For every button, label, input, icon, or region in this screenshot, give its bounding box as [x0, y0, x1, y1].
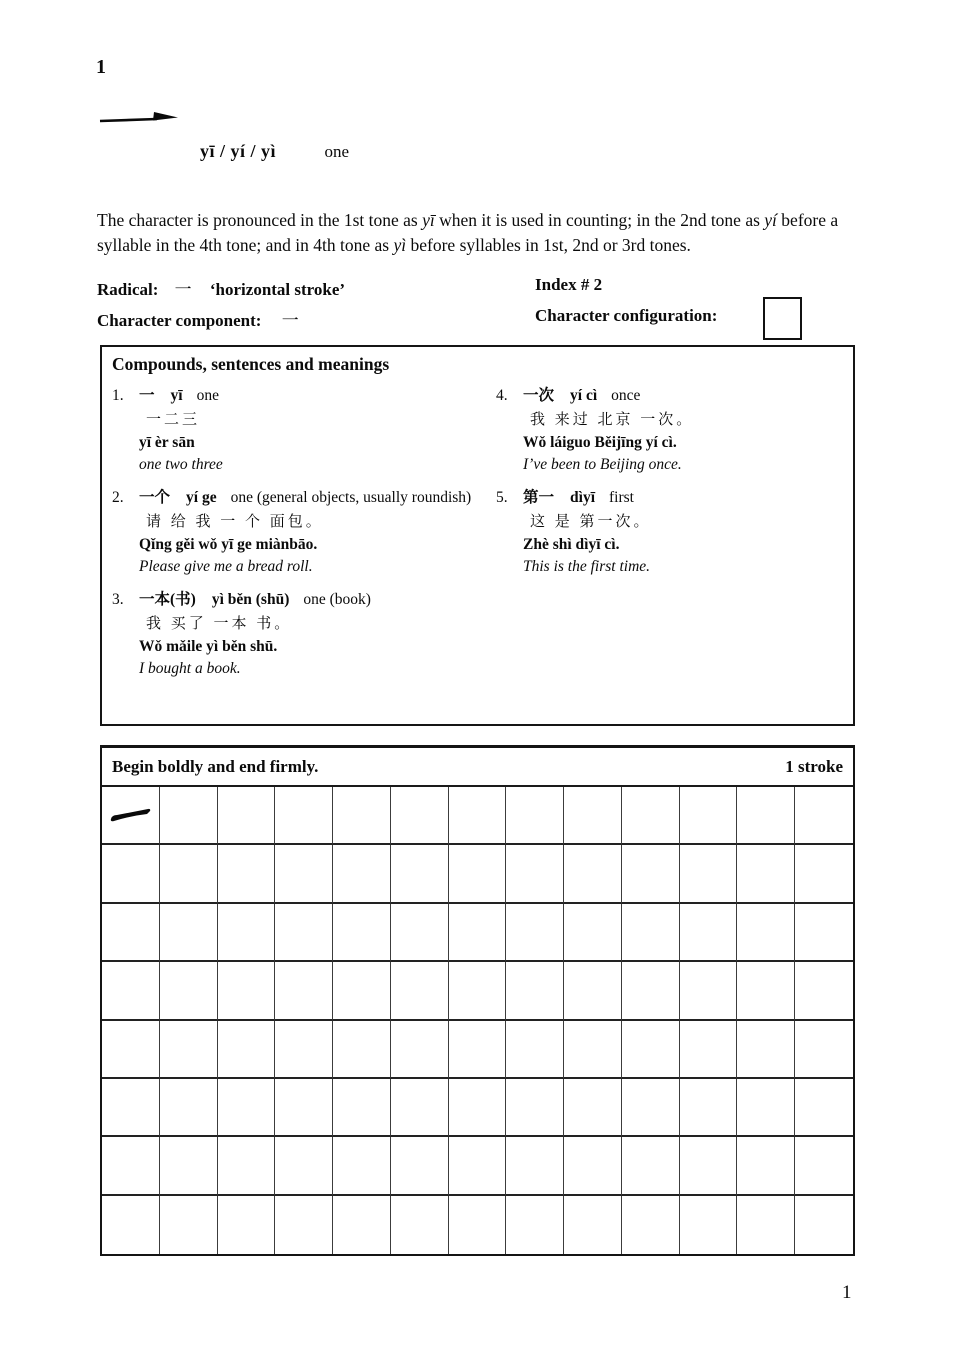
practice-cell	[680, 1137, 738, 1195]
practice-cell	[218, 1196, 276, 1254]
practice-cell	[506, 1137, 564, 1195]
practice-cell	[102, 845, 160, 903]
practice-cell	[160, 962, 218, 1020]
compound-item-5	[496, 487, 846, 578]
practice-cell	[795, 787, 853, 845]
practice-cell	[795, 1021, 853, 1079]
practice-cell	[795, 1196, 853, 1254]
practice-grid	[102, 787, 853, 1254]
practice-cell	[506, 962, 564, 1020]
pinyin-title: yī / yí / yì	[200, 141, 277, 161]
item-head	[139, 385, 490, 407]
practice-cell	[449, 962, 507, 1020]
practice-cell	[218, 845, 276, 903]
practice-cell	[737, 1137, 795, 1195]
practice-cell	[218, 1137, 276, 1195]
item-sentence-hanzi: 请 给 我 一 个 面包。	[146, 514, 324, 530]
practice-cell	[391, 1137, 449, 1195]
item-head	[523, 385, 846, 407]
item-body	[139, 385, 490, 476]
practice-cell	[737, 1079, 795, 1137]
practice-cell	[275, 1021, 333, 1079]
practice-cell	[449, 904, 507, 962]
practice-cell	[449, 787, 507, 845]
intro-text: when it is used in counting; in the 2nd tone as	[434, 209, 765, 230]
practice-cell	[275, 845, 333, 903]
practice-cell	[102, 1196, 160, 1254]
page-number-top: 1	[96, 56, 106, 78]
radical-label: Radical:	[97, 280, 159, 299]
practice-cell	[333, 962, 391, 1020]
practice-cell	[680, 904, 738, 962]
practice-cell	[333, 1196, 391, 1254]
intro-pinyin-yi1: yī	[422, 209, 435, 230]
practice-cell	[680, 787, 738, 845]
practice-cell	[391, 1196, 449, 1254]
practice-cell	[795, 1137, 853, 1195]
practice-cell	[391, 1079, 449, 1137]
practice-cell	[102, 787, 160, 845]
practice-cell	[275, 1196, 333, 1254]
item-meaning: first	[609, 489, 634, 506]
practice-cell	[218, 904, 276, 962]
practice-cell	[275, 904, 333, 962]
item-hanzi: 一次	[523, 387, 555, 404]
practice-cell	[564, 962, 622, 1020]
practice-header	[102, 748, 853, 787]
item-meaning: once	[611, 387, 641, 404]
component-label: Character component:	[97, 311, 262, 330]
compounds-title: Compounds, sentences and meanings	[112, 354, 390, 374]
item-head	[523, 487, 846, 509]
item-head	[139, 589, 490, 611]
practice-cell	[391, 845, 449, 903]
practice-cell	[160, 787, 218, 845]
radical-row	[97, 275, 345, 300]
practice-cell	[680, 845, 738, 903]
practice-cell	[622, 904, 680, 962]
practice-cell	[622, 962, 680, 1020]
practice-cell	[449, 1137, 507, 1195]
practice-cell	[564, 1079, 622, 1137]
item-number: 4.	[496, 387, 508, 404]
item-meaning: one (general objects, usually roundish)	[230, 489, 472, 506]
practice-cell	[391, 962, 449, 1020]
practice-cell	[391, 1021, 449, 1079]
practice-cell	[680, 1079, 738, 1137]
compound-item-2	[112, 487, 490, 578]
compounds-column-right	[496, 385, 846, 691]
practice-cell	[102, 904, 160, 962]
practice-cell	[333, 1079, 391, 1137]
item-hanzi: 第一	[523, 489, 555, 506]
practice-cell	[160, 1196, 218, 1254]
item-body	[139, 589, 490, 680]
item-pinyin: yì běn (shū)	[211, 591, 290, 608]
component-character: 一	[281, 311, 299, 330]
item-pinyin: yī	[170, 387, 183, 404]
practice-cell	[275, 962, 333, 1020]
item-meaning: one (book)	[303, 591, 371, 608]
practice-instruction: Begin boldly and end firmly.	[112, 756, 319, 776]
intro-text: before a syllable in the 4th tone; and in 4th tone as	[97, 209, 839, 255]
practice-cell	[449, 845, 507, 903]
practice-cell	[622, 1137, 680, 1195]
item-sentence-translation: Please give me a bread roll.	[139, 558, 313, 575]
intro-pinyin-yi2: yí	[764, 209, 777, 230]
practice-cell	[218, 1079, 276, 1137]
practice-cell	[333, 845, 391, 903]
practice-cell	[333, 1137, 391, 1195]
practice-cell	[564, 845, 622, 903]
practice-cell	[795, 1079, 853, 1137]
compound-item-3	[112, 589, 490, 680]
character-meaning: one	[324, 142, 350, 161]
practice-cell	[102, 1137, 160, 1195]
character-title-row	[200, 141, 349, 162]
item-pinyin: dìyī	[570, 489, 595, 506]
item-sentence-pinyin: Qǐng gěi wǒ yī ge miànbāo.	[139, 536, 318, 553]
practice-cell	[622, 1196, 680, 1254]
practice-cell	[622, 845, 680, 903]
intro-text: before syllables in 1st, 2nd or 3rd tones.	[406, 234, 691, 255]
item-number: 2.	[112, 489, 124, 506]
practice-cell	[449, 1196, 507, 1254]
practice-cell	[506, 1196, 564, 1254]
radical-character: 一	[174, 280, 192, 299]
practice-cell	[737, 1021, 795, 1079]
practice-cell	[391, 787, 449, 845]
configuration-box	[763, 297, 802, 340]
item-meaning: one	[196, 387, 219, 404]
practice-cell	[506, 904, 564, 962]
item-sentence-translation: one two three	[139, 456, 223, 473]
practice-cell	[160, 1137, 218, 1195]
intro-text: The character is pronounced in the 1st tone as	[97, 209, 423, 230]
item-sentence-translation: This is the first time.	[523, 558, 651, 575]
radical-index: Index # 2	[535, 275, 603, 294]
component-row	[97, 306, 299, 331]
practice-cell	[564, 1196, 622, 1254]
practice-cell	[795, 904, 853, 962]
practice-cell	[795, 845, 853, 903]
practice-cell	[449, 1021, 507, 1079]
compounds-box	[100, 345, 855, 726]
item-body	[523, 385, 846, 476]
page-number-bottom: 1	[842, 1282, 852, 1303]
intro-pinyin-yi4: yì	[393, 234, 407, 255]
item-number: 5.	[496, 489, 508, 506]
practice-cell	[564, 1137, 622, 1195]
item-pinyin: yí cì	[570, 387, 598, 404]
stroke-count: 1 stroke	[785, 756, 843, 776]
practice-cell	[622, 1021, 680, 1079]
compounds-columns	[102, 385, 853, 691]
practice-cell	[564, 1021, 622, 1079]
practice-cell	[737, 787, 795, 845]
compound-item-4	[496, 385, 846, 476]
compound-item-1	[112, 385, 490, 476]
practice-cell	[506, 1021, 564, 1079]
item-sentence-translation: I’ve been to Beijing once.	[523, 456, 682, 473]
practice-cell	[160, 1079, 218, 1137]
tone-explanation	[97, 208, 863, 258]
practice-cell	[391, 904, 449, 962]
practice-cell	[218, 787, 276, 845]
practice-cell	[737, 962, 795, 1020]
item-body	[523, 487, 846, 578]
practice-cell	[737, 845, 795, 903]
practice-cell	[333, 1021, 391, 1079]
practice-cell	[218, 962, 276, 1020]
practice-cell	[737, 904, 795, 962]
item-body	[139, 487, 490, 578]
item-sentence-hanzi: 这 是 第一次。	[530, 514, 652, 530]
item-sentence-hanzi: 一二三	[146, 412, 201, 428]
practice-cell	[218, 1021, 276, 1079]
item-head	[139, 487, 490, 509]
practice-cell	[506, 787, 564, 845]
item-sentence-translation: I bought a book.	[139, 660, 241, 677]
practice-cell	[564, 787, 622, 845]
horizontal-stroke-arrow-icon	[99, 110, 183, 128]
stroke-order-diagram	[99, 110, 183, 133]
item-hanzi: 一	[139, 387, 155, 404]
practice-cell	[622, 1079, 680, 1137]
item-sentence-pinyin: yī èr sān	[139, 434, 195, 451]
practice-cell	[680, 962, 738, 1020]
item-hanzi: 一个	[139, 489, 171, 506]
practice-cell	[160, 1021, 218, 1079]
compounds-column-left	[112, 385, 490, 691]
practice-cell	[275, 787, 333, 845]
radical-name: ‘horizontal stroke’	[209, 280, 346, 299]
configuration-label: Character configuration:	[535, 306, 718, 325]
practice-cell	[333, 904, 391, 962]
item-sentence-hanzi: 我 买了 一本 书。	[146, 616, 293, 632]
item-pinyin: yí ge	[186, 489, 217, 506]
item-sentence-pinyin: Wǒ láiguo Běijīng yí cì.	[523, 434, 677, 451]
practice-cell	[160, 845, 218, 903]
practice-cell	[622, 787, 680, 845]
practice-cell	[680, 1196, 738, 1254]
item-hanzi: 一本(书)	[139, 591, 196, 608]
practice-cell	[506, 1079, 564, 1137]
item-sentence-pinyin: Wǒ mǎile yì běn shū.	[139, 638, 278, 655]
practice-cell	[506, 845, 564, 903]
practice-cell	[275, 1137, 333, 1195]
practice-section	[100, 745, 855, 1256]
practice-cell	[102, 962, 160, 1020]
practice-cell	[564, 904, 622, 962]
practice-cell	[333, 787, 391, 845]
practice-cell	[795, 962, 853, 1020]
item-sentence-pinyin: Zhè shì dìyī cì.	[523, 536, 620, 553]
practice-cell	[737, 1196, 795, 1254]
practice-grid-wrap	[102, 787, 853, 1254]
practice-cell	[102, 1021, 160, 1079]
practice-cell	[680, 1021, 738, 1079]
item-number: 3.	[112, 591, 124, 608]
item-sentence-hanzi: 我 来过 北京 一次。	[530, 412, 695, 428]
practice-cell	[102, 1079, 160, 1137]
practice-cell	[449, 1079, 507, 1137]
practice-cell	[275, 1079, 333, 1137]
practice-cell	[160, 904, 218, 962]
item-number: 1.	[112, 387, 124, 404]
